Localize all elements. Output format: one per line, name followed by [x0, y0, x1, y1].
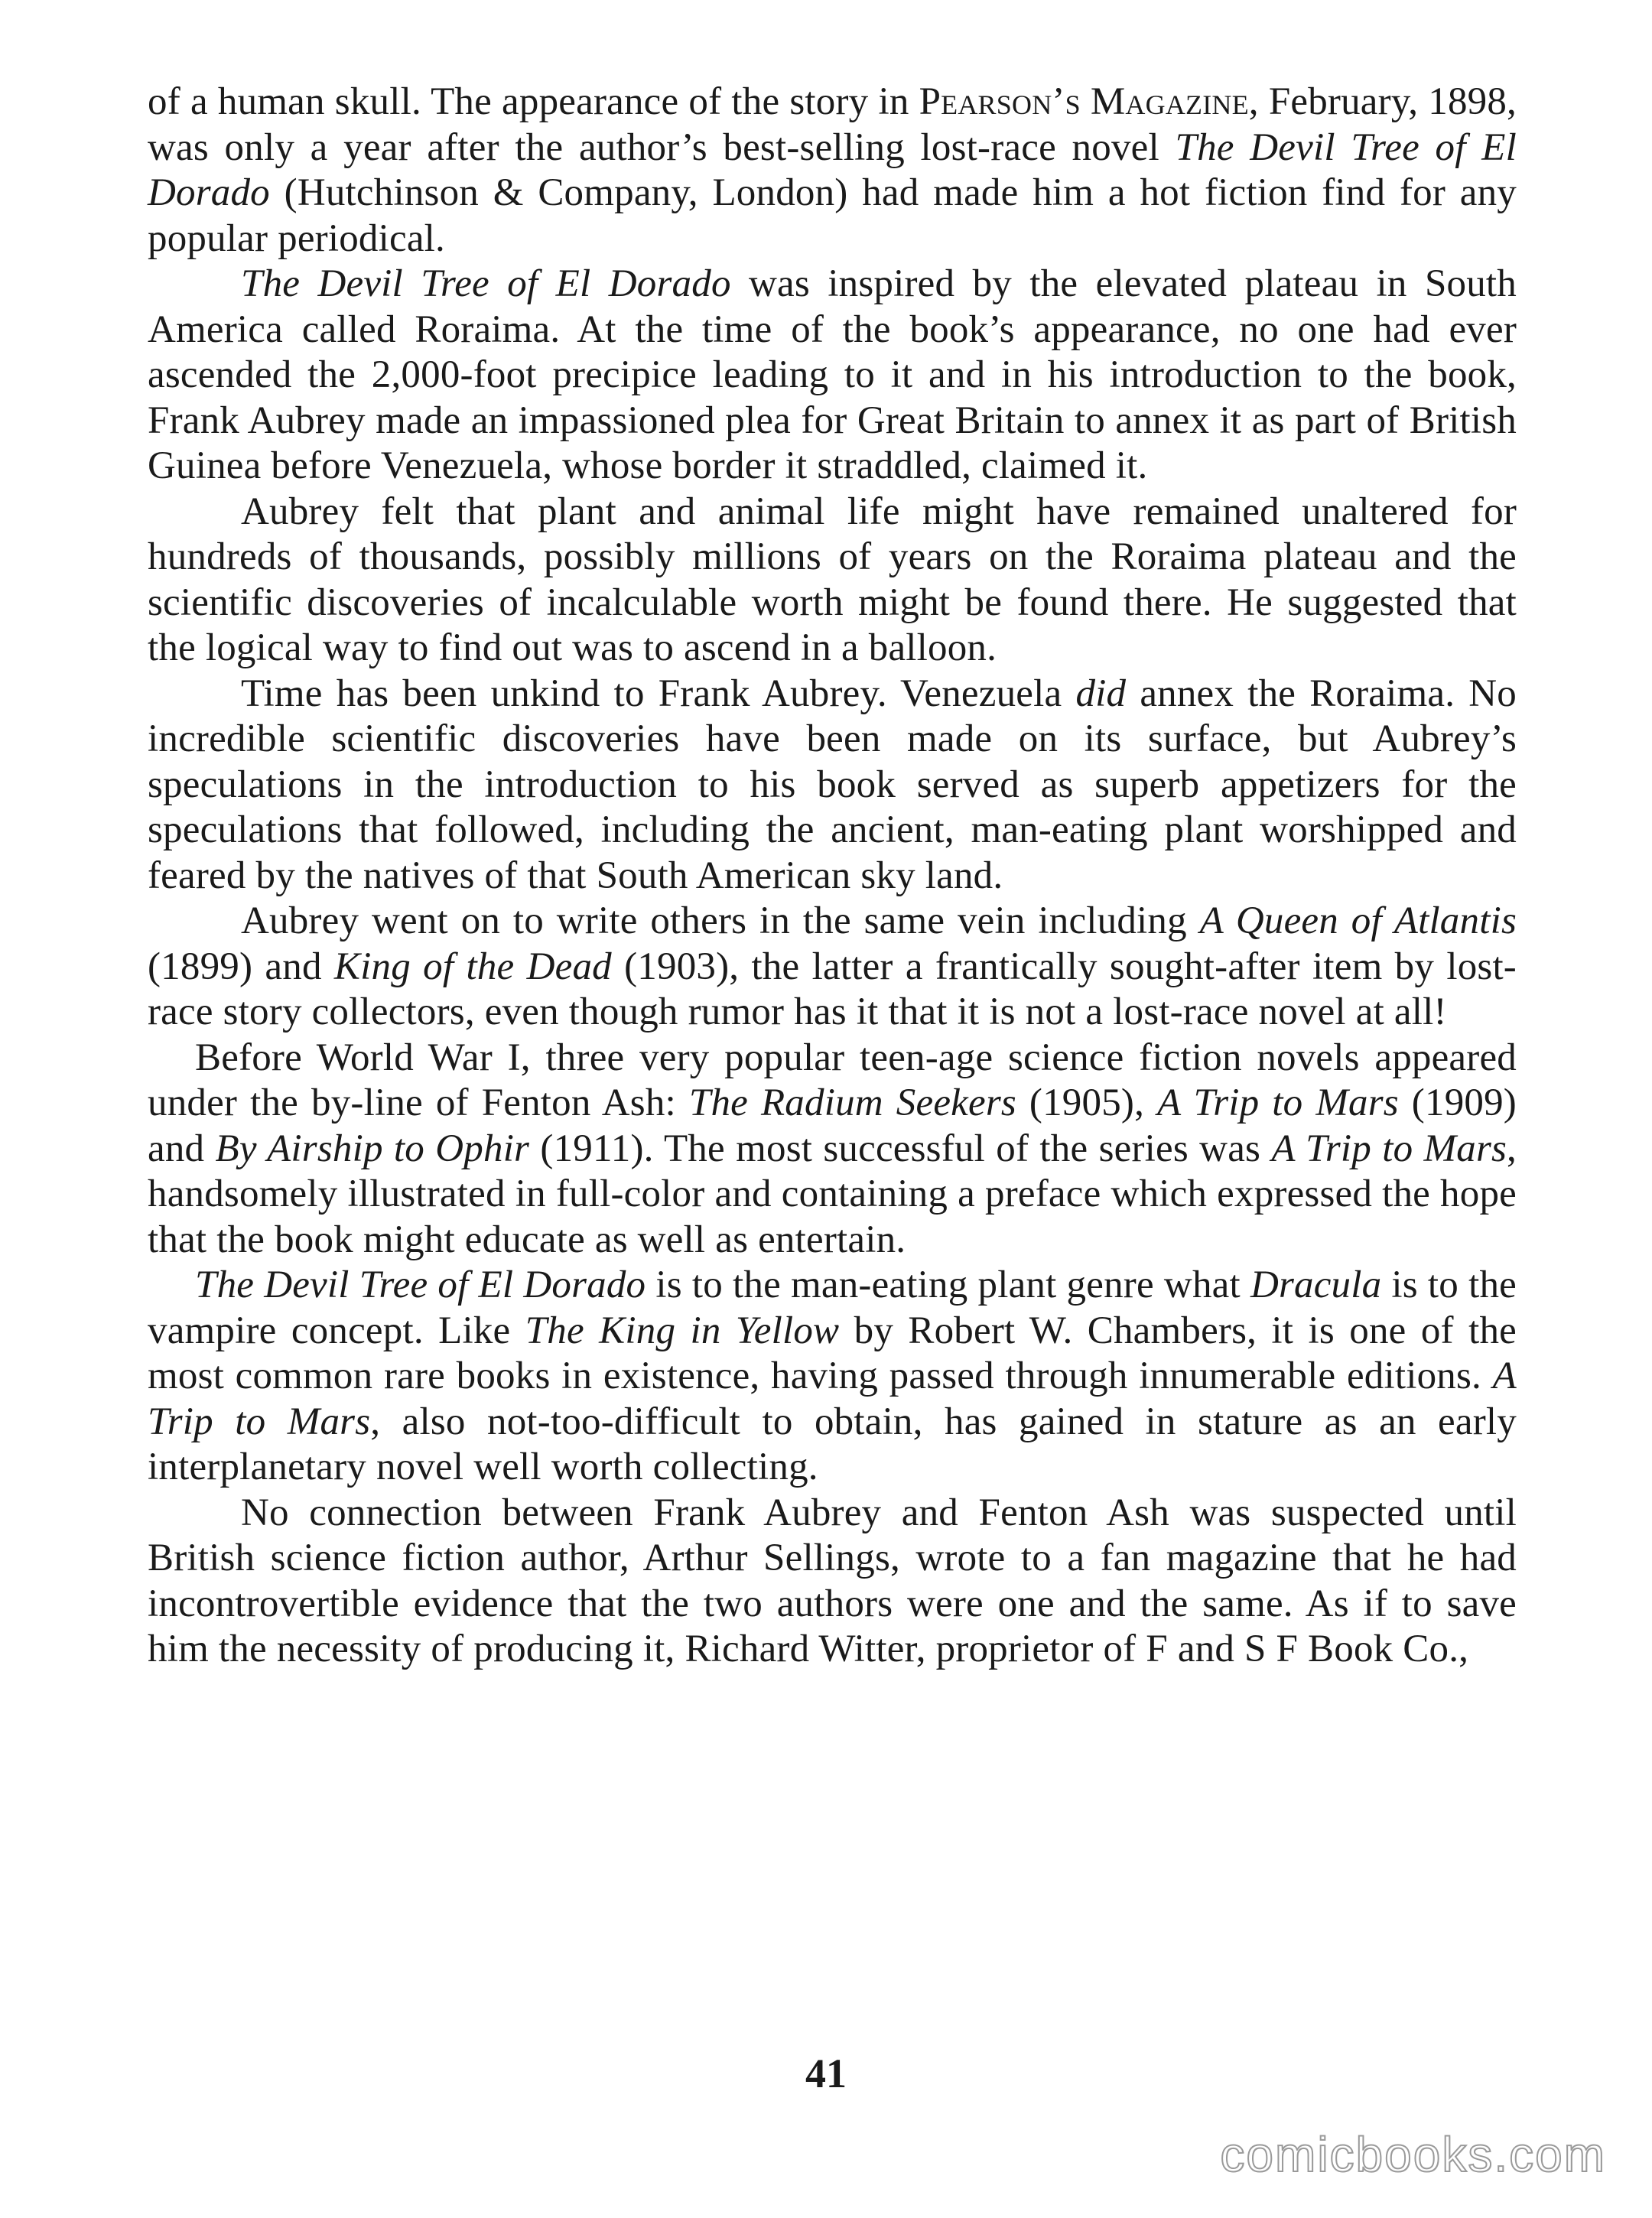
- paragraph: [148, 1263, 1517, 1491]
- paragraph: [148, 489, 1517, 672]
- text-run: (Hutchinson & Company, London) had made him a hot fiction find for any popular periodical.: [148, 171, 1517, 260]
- text-run: (1911). The most successful of the series was: [529, 1127, 1272, 1170]
- italic-title: By Airship to Ophir: [215, 1127, 530, 1170]
- text-run: , also not-too-difficult to obtain, has gained in stature as an early interplanetary novel well worth collecting.: [148, 1400, 1517, 1488]
- italic-title: King of the Dead: [333, 945, 612, 988]
- italic-title: The Devil Tree of El Dorado: [241, 262, 731, 305]
- watermark: comicbooks.com: [1220, 2127, 1606, 2182]
- text-run: annex the Roraima. No incredible scientific discoveries have been made on its surface, but Aubrey’s speculations in the introduction to his book served as superb appetizers for the speculations that followed, including the ancient, man-eating plant worshipped and feared by the natives of that South American sky land.: [148, 672, 1517, 897]
- paragraph: [148, 80, 1517, 262]
- italic-title: The Devil Tree of El Dorado: [148, 125, 1517, 214]
- italic-title: The King in Yellow: [525, 1309, 840, 1352]
- text-run: Time has been unkind to Frank Aubrey. Venezuela: [241, 672, 1076, 715]
- text-run: (1899) and: [148, 945, 334, 988]
- text-run: (1909) and: [148, 1081, 1517, 1170]
- text-run: , handsomely illustrated in full-color and containing a preface which expressed the hope that the book might educate as well as entertain.: [148, 1127, 1517, 1261]
- text-run: of a human skull. The appearance of the story in: [148, 80, 919, 123]
- paragraph: [148, 899, 1517, 1036]
- page-number: 41: [805, 2051, 847, 2096]
- text-run: Before World War I, three very popular teen-age science fiction novels appeared under the by-line of Fenton Ash:: [148, 1036, 1517, 1124]
- text-run: No connection between Frank Aubrey and Fenton Ash was suspected until British science fiction author, Arthur Sellings, wrote to a fan magazine that he had incontrovertible evidence that the two authors were one and the same. As if to save him the necessity of producing it, Richard Witter, proprietor of F and S F Book Co.,: [148, 1491, 1517, 1670]
- italic-title: Dracula: [1250, 1263, 1382, 1306]
- italic-title: A Trip to Mars: [1271, 1127, 1507, 1170]
- paragraph: [148, 672, 1517, 899]
- italic-title: The Devil Tree of El Dorado: [195, 1263, 646, 1306]
- italic-title: A Queen of Atlantis: [1199, 899, 1517, 942]
- text-run: Aubrey went on to write others in the same vein including: [241, 899, 1200, 942]
- text-run: Aubrey felt that plant and animal life might have remained unaltered for hundreds of thousands, possibly millions of years on the Roraima plateau and the scientific discoveries of incalculable worth might be found there. He suggested that the logical way to find out was to ascend in a balloon.: [148, 489, 1517, 669]
- text-run: was inspired by the elevated plateau in South America called Roraima. At the time of the book’s appearance, no one had ever ascended the 2,000-foot precipice leading to it and in his introduction to the book, Frank Aubrey made an impassioned plea for Great Britain to annex it as part of British Guinea before Venezuela, whose border it straddled, claimed it.: [148, 262, 1517, 487]
- text-run: by Robert W. Chambers, it is one of the most common rare books in existence, having passed through innumerable editions.: [148, 1309, 1517, 1397]
- italic-title: did: [1075, 672, 1127, 715]
- paragraph: [148, 262, 1517, 489]
- small-caps-text: Pearson’s Magazine: [919, 80, 1249, 123]
- text-run: is to the man-eating plant genre what: [646, 1263, 1250, 1306]
- paragraph: [148, 1491, 1517, 1673]
- italic-title: The Radium Seekers: [688, 1081, 1016, 1124]
- text-run: is to the vampire concept. Like: [148, 1263, 1517, 1352]
- text-run: (1903), the latter a frantically sought-after item by lost-race story collectors, even though rumor has it that it is not a lost-race novel at all!: [148, 945, 1517, 1033]
- paragraph: [148, 1036, 1517, 1263]
- text-run: (1905),: [1016, 1081, 1158, 1124]
- italic-title: A Trip to Mars: [1157, 1081, 1399, 1124]
- text-run: , February, 1898, was only a year after the author’s best-selling lost-race novel: [148, 80, 1517, 169]
- italic-title: A Trip to Mars: [148, 1355, 1517, 1443]
- body-text: [148, 80, 1517, 1673]
